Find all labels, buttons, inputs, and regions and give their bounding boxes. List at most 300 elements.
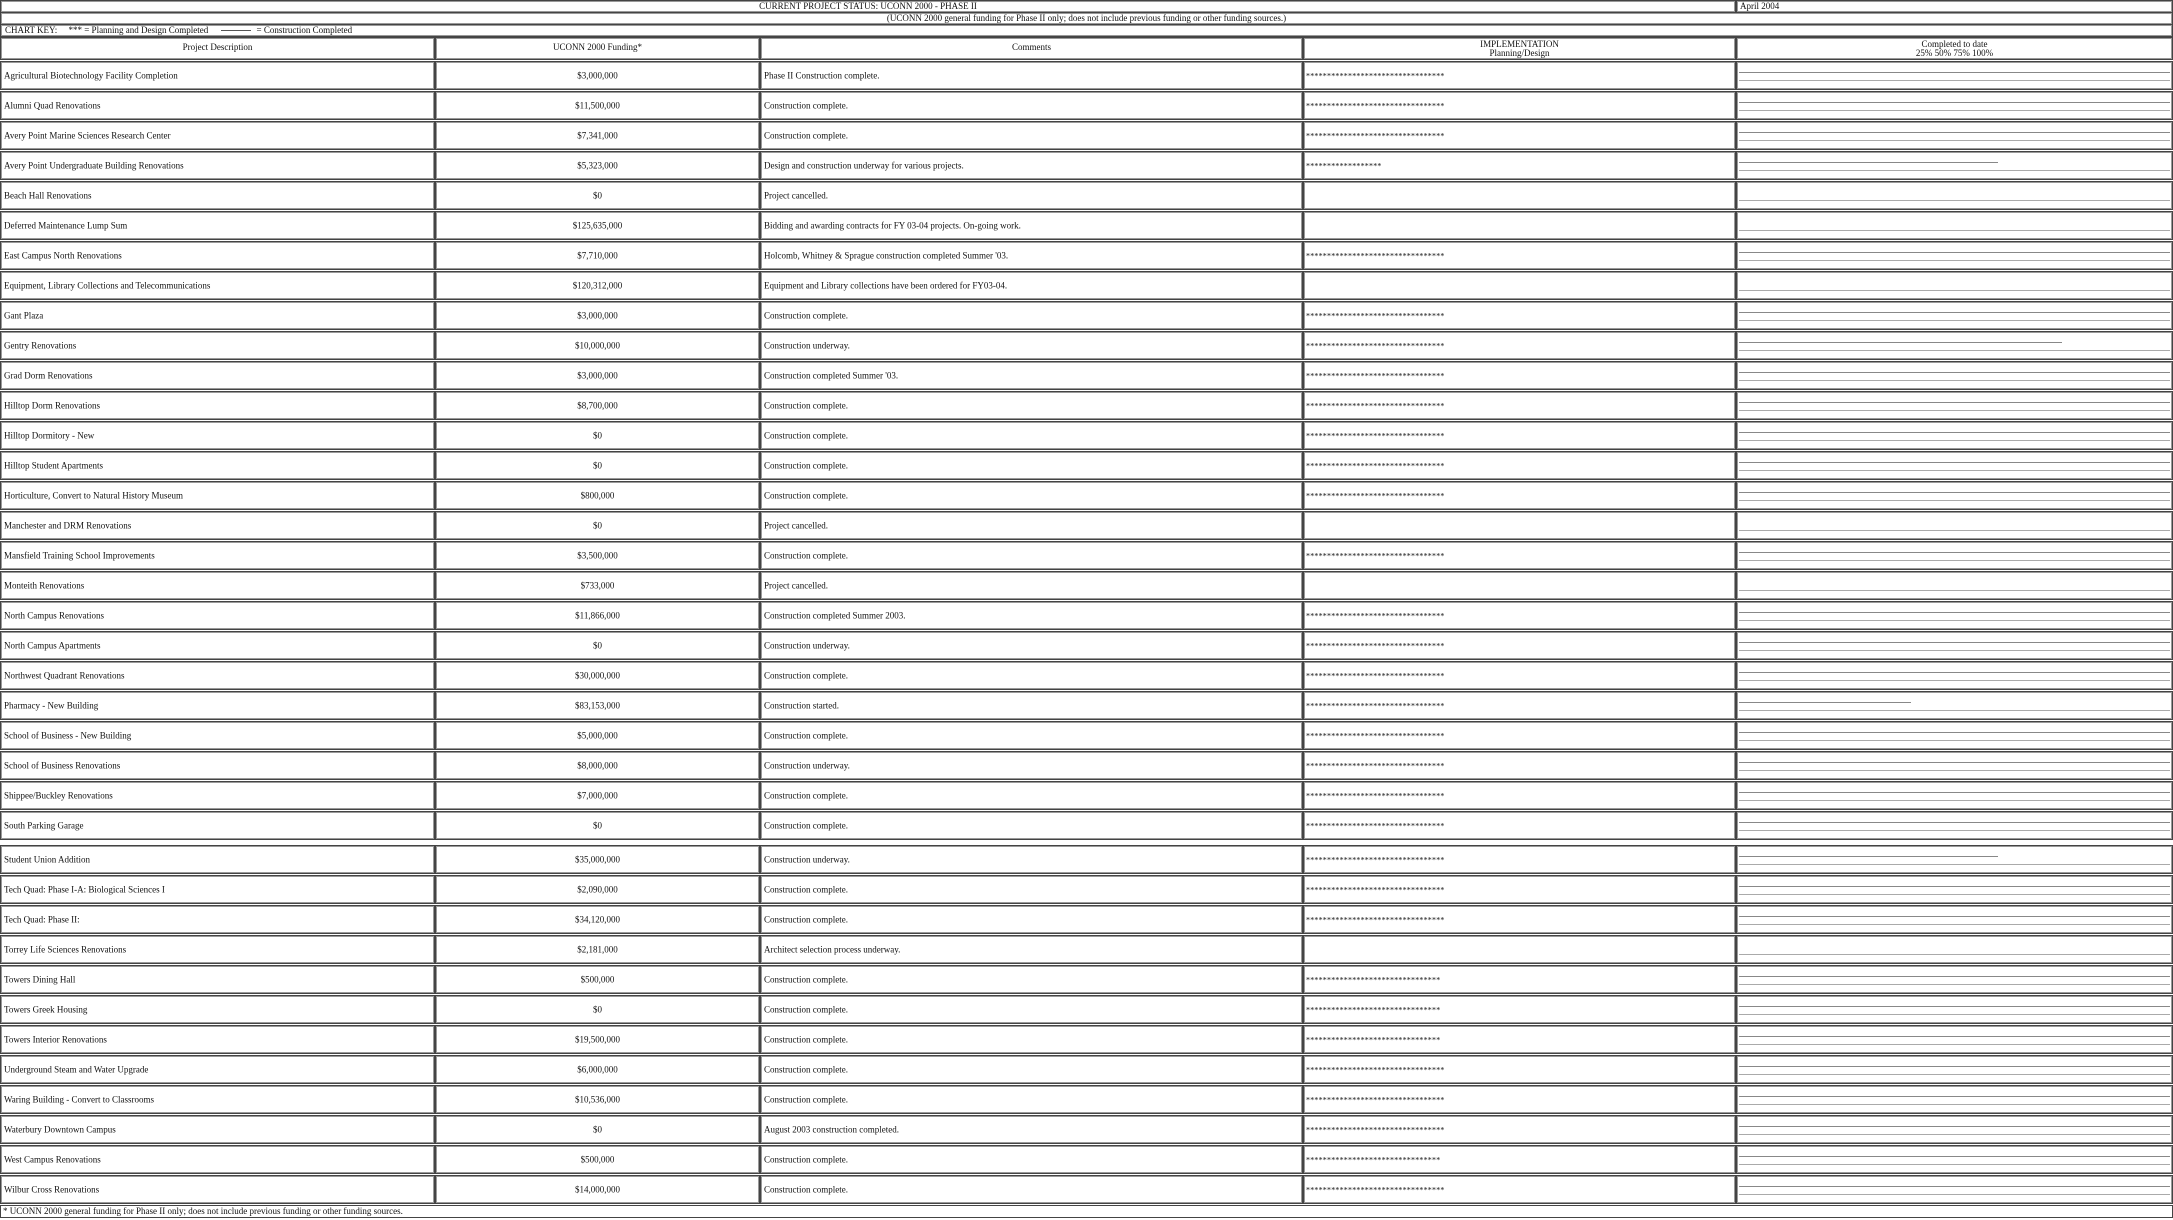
construction-guide-line bbox=[1739, 924, 2170, 925]
project-comment: Construction complete. bbox=[764, 400, 848, 410]
project-description: Deferred Maintenance Lump Sum bbox=[4, 220, 128, 230]
construction-guide-line bbox=[1739, 80, 2170, 81]
project-planning-cell bbox=[1303, 811, 1736, 840]
project-description-cell bbox=[0, 181, 435, 210]
project-comment: Project cancelled. bbox=[764, 580, 828, 590]
project-construction-cell bbox=[1736, 875, 2173, 904]
construction-guide-line bbox=[1739, 380, 2170, 381]
construction-guide-line bbox=[1739, 500, 2170, 501]
project-comment-cell bbox=[760, 1145, 1303, 1174]
project-description-cell bbox=[0, 965, 435, 994]
project-planning-cell bbox=[1303, 905, 1736, 934]
project-comment: August 2003 construction completed. bbox=[764, 1124, 899, 1134]
project-planning-cell bbox=[1303, 1145, 1736, 1174]
project-planning-cell bbox=[1303, 451, 1736, 480]
project-construction-cell bbox=[1736, 61, 2173, 90]
construction-guide-line bbox=[1739, 1164, 2170, 1165]
project-comment: Construction underway. bbox=[764, 760, 850, 770]
project-planning-cell bbox=[1303, 361, 1736, 390]
col-header-funding-text: UCONN 2000 Funding* bbox=[552, 42, 642, 52]
project-comment: Construction complete. bbox=[764, 310, 848, 320]
project-description: School of Business - New Building bbox=[4, 730, 132, 740]
project-description: Waring Building - Convert to Classrooms bbox=[4, 1094, 155, 1104]
project-comment: Construction complete. bbox=[764, 1064, 848, 1074]
project-construction-cell bbox=[1736, 271, 2173, 300]
project-description: Hilltop Dormitory - New bbox=[4, 430, 95, 440]
construction-progress-line bbox=[1739, 732, 2170, 733]
construction-guide-line bbox=[1739, 530, 2170, 531]
project-funding: $7,341,000 bbox=[577, 130, 618, 140]
construction-progress-line bbox=[1739, 132, 2170, 133]
project-description-cell bbox=[0, 331, 435, 360]
project-description: Underground Steam and Water Upgrade bbox=[4, 1064, 149, 1074]
project-funding-cell bbox=[435, 271, 760, 300]
report-date-text: April 2004 bbox=[1740, 1, 1780, 11]
construction-guide-line bbox=[1739, 560, 2170, 561]
col-header-description-text: Project Description bbox=[182, 42, 253, 52]
project-comment-cell bbox=[760, 1175, 1303, 1204]
planning-stars: ********************************* bbox=[1306, 701, 1445, 710]
construction-progress-line bbox=[1739, 402, 2170, 403]
project-comment-cell bbox=[760, 601, 1303, 630]
project-funding: $19,500,000 bbox=[575, 1034, 620, 1044]
project-planning-cell bbox=[1303, 421, 1736, 450]
project-planning-cell bbox=[1303, 241, 1736, 270]
project-description-cell bbox=[0, 391, 435, 420]
project-construction-cell bbox=[1736, 541, 2173, 570]
planning-stars: ********************************* bbox=[1306, 131, 1445, 140]
project-planning-cell bbox=[1303, 541, 1736, 570]
chart-key-stars: *** = Planning and Design Completed bbox=[68, 25, 209, 35]
project-comment: Construction complete. bbox=[764, 790, 848, 800]
construction-guide-line bbox=[1739, 864, 2170, 865]
project-description-cell bbox=[0, 1145, 435, 1174]
project-comment-cell bbox=[760, 661, 1303, 690]
project-planning-cell bbox=[1303, 875, 1736, 904]
project-planning-cell bbox=[1303, 301, 1736, 330]
project-description: Alumni Quad Renovations bbox=[4, 100, 101, 110]
project-description: Mansfield Training School Improvements bbox=[4, 550, 155, 560]
project-description-cell bbox=[0, 421, 435, 450]
project-description-cell bbox=[0, 1085, 435, 1114]
col-header-implementation-text: Planning/Design bbox=[1489, 48, 1550, 58]
planning-stars: ********************************* bbox=[1306, 311, 1445, 320]
project-comment-cell bbox=[760, 691, 1303, 720]
col-header-implementation bbox=[1303, 37, 1736, 60]
project-construction-cell bbox=[1736, 361, 2173, 390]
project-planning-cell bbox=[1303, 1085, 1736, 1114]
chart-key-label: CHART KEY: bbox=[5, 25, 58, 35]
planning-stars: ******************************** bbox=[1306, 1005, 1441, 1014]
planning-stars: ****************** bbox=[1306, 161, 1382, 170]
planning-stars: ********************************* bbox=[1306, 461, 1445, 470]
project-planning-cell bbox=[1303, 1115, 1736, 1144]
project-construction-cell bbox=[1736, 631, 2173, 660]
project-comment: Construction underway. bbox=[764, 340, 850, 350]
project-construction-cell bbox=[1736, 421, 2173, 450]
construction-progress-line bbox=[1739, 252, 2170, 253]
planning-stars: ********************************* bbox=[1306, 611, 1445, 620]
construction-progress-line bbox=[1739, 1096, 2170, 1097]
project-funding: $3,000,000 bbox=[577, 310, 618, 320]
construction-guide-line bbox=[1739, 680, 2170, 681]
project-description: West Campus Renovations bbox=[4, 1154, 101, 1164]
construction-guide-line bbox=[1739, 894, 2170, 895]
planning-stars: ********************************* bbox=[1306, 401, 1445, 410]
planning-stars: ******************************** bbox=[1306, 975, 1441, 984]
construction-progress-line bbox=[1739, 886, 2170, 887]
project-construction-cell bbox=[1736, 1085, 2173, 1114]
project-description: Student Union Addition bbox=[4, 854, 91, 864]
project-funding-cell bbox=[435, 541, 760, 570]
project-comment: Holcomb, Whitney & Sprague construction completed Summer '03. bbox=[764, 250, 1009, 260]
project-funding: $3,000,000 bbox=[577, 370, 618, 380]
project-comment: Construction complete. bbox=[764, 1034, 848, 1044]
project-funding-cell bbox=[435, 421, 760, 450]
construction-progress-line bbox=[1739, 702, 1911, 703]
project-description: North Campus Renovations bbox=[4, 610, 104, 620]
project-description-cell bbox=[0, 935, 435, 964]
planning-stars: ********************************* bbox=[1306, 791, 1445, 800]
project-description-cell bbox=[0, 1055, 435, 1084]
project-description-cell bbox=[0, 241, 435, 270]
planning-stars: ******************************** bbox=[1306, 1035, 1441, 1044]
project-funding-cell bbox=[435, 481, 760, 510]
project-funding: $7,710,000 bbox=[577, 250, 618, 260]
project-description: East Campus North Renovations bbox=[4, 250, 122, 260]
project-comment-cell bbox=[760, 1085, 1303, 1114]
project-comment-cell bbox=[760, 541, 1303, 570]
construction-guide-line bbox=[1739, 440, 2170, 441]
project-funding-cell bbox=[435, 1145, 760, 1174]
project-funding-cell bbox=[435, 691, 760, 720]
project-description: Towers Interior Renovations bbox=[4, 1034, 107, 1044]
project-comment-cell bbox=[760, 811, 1303, 840]
project-funding: $11,866,000 bbox=[575, 610, 620, 620]
project-funding-cell bbox=[435, 845, 760, 874]
project-planning-cell bbox=[1303, 181, 1736, 210]
project-funding: $8,700,000 bbox=[577, 400, 618, 410]
project-planning-cell bbox=[1303, 91, 1736, 120]
project-planning-cell bbox=[1303, 151, 1736, 180]
construction-guide-line bbox=[1739, 830, 2170, 831]
project-comment: Construction completed Summer 2003. bbox=[764, 610, 906, 620]
project-description: Beach Hall Renovations bbox=[4, 190, 92, 200]
planning-stars: ********************************* bbox=[1306, 1125, 1445, 1134]
project-comment-cell bbox=[760, 571, 1303, 600]
project-comment: Construction complete. bbox=[764, 1154, 848, 1164]
project-funding-cell bbox=[435, 361, 760, 390]
project-comment-cell bbox=[760, 181, 1303, 210]
project-planning-cell bbox=[1303, 631, 1736, 660]
construction-guide-line bbox=[1739, 710, 2170, 711]
project-funding-cell bbox=[435, 905, 760, 934]
construction-guide-line bbox=[1739, 350, 2170, 351]
project-comment-cell bbox=[760, 61, 1303, 90]
construction-progress-line bbox=[1739, 612, 2170, 613]
planning-stars: ********************************* bbox=[1306, 431, 1445, 440]
construction-guide-line bbox=[1739, 984, 2170, 985]
project-funding-cell bbox=[435, 995, 760, 1024]
project-construction-cell bbox=[1736, 1025, 2173, 1054]
planning-stars: ********************************* bbox=[1306, 731, 1445, 740]
project-funding-cell bbox=[435, 1175, 760, 1204]
project-comment: Construction complete. bbox=[764, 730, 848, 740]
construction-guide-line bbox=[1739, 110, 2170, 111]
planning-stars: ********************************* bbox=[1306, 671, 1445, 680]
project-comment: Equipment and Library collections have been ordered for FY03-04. bbox=[764, 280, 1008, 290]
col-header-completed-text: Completed to date bbox=[1921, 39, 1988, 49]
project-comment-cell bbox=[760, 121, 1303, 150]
project-funding-cell bbox=[435, 121, 760, 150]
project-planning-cell bbox=[1303, 995, 1736, 1024]
project-comment-cell bbox=[760, 301, 1303, 330]
project-funding-cell bbox=[435, 661, 760, 690]
construction-progress-line bbox=[1739, 1156, 2170, 1157]
construction-progress-line bbox=[1739, 432, 2170, 433]
project-funding: $7,000,000 bbox=[577, 790, 618, 800]
project-comment: Construction complete. bbox=[764, 1004, 848, 1014]
project-planning-cell bbox=[1303, 511, 1736, 540]
project-description: Grad Dorm Renovations bbox=[4, 370, 93, 380]
project-comment: Construction complete. bbox=[764, 974, 848, 984]
construction-guide-line bbox=[1739, 620, 2170, 621]
project-comment: Construction complete. bbox=[764, 670, 848, 680]
project-description-cell bbox=[0, 721, 435, 750]
project-construction-cell bbox=[1736, 91, 2173, 120]
project-comment: Construction completed Summer '03. bbox=[764, 370, 899, 380]
project-funding-cell bbox=[435, 241, 760, 270]
project-construction-cell bbox=[1736, 935, 2173, 964]
project-construction-cell bbox=[1736, 781, 2173, 810]
project-funding: $10,536,000 bbox=[575, 1094, 620, 1104]
project-funding-cell bbox=[435, 1055, 760, 1084]
project-construction-cell bbox=[1736, 451, 2173, 480]
project-comment-cell bbox=[760, 721, 1303, 750]
project-funding: $8,000,000 bbox=[577, 760, 618, 770]
construction-progress-line bbox=[1739, 792, 2170, 793]
project-description-cell bbox=[0, 845, 435, 874]
construction-progress-line bbox=[1739, 822, 2170, 823]
project-comment: Construction complete. bbox=[764, 490, 848, 500]
construction-progress-line bbox=[1739, 162, 1998, 163]
project-comment: Construction complete. bbox=[764, 820, 848, 830]
col-header-implementation-text: IMPLEMENTATION bbox=[1480, 39, 1559, 49]
project-comment: Construction complete. bbox=[764, 914, 848, 924]
project-comment: Design and construction underway for various projects. bbox=[764, 160, 964, 170]
project-description-cell bbox=[0, 91, 435, 120]
construction-progress-line bbox=[1739, 1006, 2170, 1007]
project-funding: $5,323,000 bbox=[577, 160, 618, 170]
project-description-cell bbox=[0, 661, 435, 690]
col-header-completed bbox=[1736, 37, 2173, 60]
construction-guide-line bbox=[1739, 320, 2170, 321]
construction-progress-line bbox=[1739, 1126, 2170, 1127]
project-construction-cell bbox=[1736, 995, 2173, 1024]
project-comment: Construction complete. bbox=[764, 884, 848, 894]
project-funding: $0 bbox=[593, 640, 602, 650]
project-funding-cell bbox=[435, 601, 760, 630]
project-planning-cell bbox=[1303, 61, 1736, 90]
planning-stars: ********************************* bbox=[1306, 251, 1445, 260]
construction-progress-line bbox=[1739, 916, 2170, 917]
project-funding: $11,500,000 bbox=[575, 100, 620, 110]
project-comment-cell bbox=[760, 1115, 1303, 1144]
project-description-cell bbox=[0, 1115, 435, 1144]
construction-guide-line bbox=[1739, 1014, 2170, 1015]
construction-guide-line bbox=[1739, 140, 2170, 141]
project-comment-cell bbox=[760, 1025, 1303, 1054]
chart-key-line-text: = Construction Completed bbox=[256, 25, 353, 35]
project-funding-cell bbox=[435, 571, 760, 600]
construction-guide-line bbox=[1739, 1104, 2170, 1105]
project-comment-cell bbox=[760, 271, 1303, 300]
planning-stars: ********************************* bbox=[1306, 1185, 1445, 1194]
project-comment-cell bbox=[760, 995, 1303, 1024]
project-funding: $2,181,000 bbox=[577, 944, 618, 954]
project-description-cell bbox=[0, 571, 435, 600]
project-description-cell bbox=[0, 875, 435, 904]
project-funding: $0 bbox=[593, 190, 602, 200]
project-funding-cell bbox=[435, 451, 760, 480]
project-funding: $0 bbox=[593, 1124, 602, 1134]
project-comment-cell bbox=[760, 845, 1303, 874]
project-description: Towers Dining Hall bbox=[4, 974, 76, 984]
construction-guide-line bbox=[1739, 470, 2170, 471]
construction-guide-line bbox=[1739, 230, 2170, 231]
project-construction-cell bbox=[1736, 1145, 2173, 1174]
project-construction-cell bbox=[1736, 211, 2173, 240]
project-comment: Project cancelled. bbox=[764, 190, 828, 200]
planning-stars: ********************************* bbox=[1306, 101, 1445, 110]
project-comment-cell bbox=[760, 935, 1303, 964]
project-funding: $5,000,000 bbox=[577, 730, 618, 740]
project-funding: $800,000 bbox=[580, 490, 615, 500]
construction-progress-line bbox=[1739, 642, 2170, 643]
project-description: Tech Quad: Phase I-A: Biological Sciences I bbox=[4, 884, 165, 894]
project-comment-cell bbox=[760, 751, 1303, 780]
project-funding-cell bbox=[435, 965, 760, 994]
project-planning-cell bbox=[1303, 935, 1736, 964]
project-comment: Construction complete. bbox=[764, 430, 848, 440]
project-comment: Construction complete. bbox=[764, 1184, 848, 1194]
project-planning-cell bbox=[1303, 1055, 1736, 1084]
project-description: Pharmacy - New Building bbox=[4, 700, 99, 710]
project-planning-cell bbox=[1303, 1175, 1736, 1204]
project-description-cell bbox=[0, 451, 435, 480]
project-description: Towers Greek Housing bbox=[4, 1004, 88, 1014]
construction-progress-line bbox=[1739, 672, 2170, 673]
project-description-cell bbox=[0, 751, 435, 780]
project-description-cell bbox=[0, 121, 435, 150]
project-funding: $125,635,000 bbox=[572, 220, 623, 230]
project-comment-cell bbox=[760, 1055, 1303, 1084]
project-comment-cell bbox=[760, 965, 1303, 994]
planning-stars: ********************************* bbox=[1306, 551, 1445, 560]
project-description-cell bbox=[0, 601, 435, 630]
project-funding-cell bbox=[435, 811, 760, 840]
construction-progress-line bbox=[1739, 1036, 2170, 1037]
project-description: Wilbur Cross Renovations bbox=[4, 1184, 100, 1194]
construction-progress-line bbox=[1739, 552, 2170, 553]
project-description: Horticulture, Convert to Natural History Museum bbox=[4, 490, 183, 500]
project-comment-cell bbox=[760, 151, 1303, 180]
project-planning-cell bbox=[1303, 571, 1736, 600]
project-comment-cell bbox=[760, 451, 1303, 480]
project-comment: Construction complete. bbox=[764, 1094, 848, 1104]
construction-guide-line bbox=[1739, 1074, 2170, 1075]
project-comment-cell bbox=[760, 875, 1303, 904]
project-construction-cell bbox=[1736, 601, 2173, 630]
construction-guide-line bbox=[1739, 1194, 2170, 1195]
project-description-cell bbox=[0, 211, 435, 240]
project-funding-cell bbox=[435, 91, 760, 120]
construction-progress-line bbox=[1739, 372, 2170, 373]
project-comment-cell bbox=[760, 511, 1303, 540]
project-description: Gentry Renovations bbox=[4, 340, 77, 350]
project-description-cell bbox=[0, 905, 435, 934]
project-planning-cell bbox=[1303, 601, 1736, 630]
project-funding: $733,000 bbox=[580, 580, 615, 590]
project-description: Tech Quad: Phase II: bbox=[4, 914, 80, 924]
project-funding-cell bbox=[435, 1025, 760, 1054]
project-description-cell bbox=[0, 1175, 435, 1204]
project-construction-cell bbox=[1736, 1175, 2173, 1204]
project-construction-cell bbox=[1736, 151, 2173, 180]
project-description: School of Business Renovations bbox=[4, 760, 121, 770]
project-funding: $83,153,000 bbox=[575, 700, 620, 710]
project-funding-cell bbox=[435, 301, 760, 330]
project-funding: $10,000,000 bbox=[575, 340, 620, 350]
project-construction-cell bbox=[1736, 691, 2173, 720]
project-description: North Campus Apartments bbox=[4, 640, 101, 650]
construction-progress-line bbox=[1739, 492, 2170, 493]
project-description: Hilltop Dorm Renovations bbox=[4, 400, 100, 410]
project-planning-cell bbox=[1303, 661, 1736, 690]
project-comment-cell bbox=[760, 91, 1303, 120]
project-construction-cell bbox=[1736, 301, 2173, 330]
project-description-cell bbox=[0, 541, 435, 570]
construction-guide-line bbox=[1739, 650, 2170, 651]
project-description-cell bbox=[0, 995, 435, 1024]
planning-stars: ********************************* bbox=[1306, 1065, 1445, 1074]
project-funding-cell bbox=[435, 151, 760, 180]
project-description-cell bbox=[0, 61, 435, 90]
project-funding: $0 bbox=[593, 460, 602, 470]
project-planning-cell bbox=[1303, 691, 1736, 720]
project-description-cell bbox=[0, 781, 435, 810]
project-construction-cell bbox=[1736, 571, 2173, 600]
project-comment: Phase II Construction complete. bbox=[764, 70, 880, 80]
construction-guide-line bbox=[1739, 800, 2170, 801]
construction-guide-line bbox=[1739, 740, 2170, 741]
project-comment: Bidding and awarding contracts for FY 03-04 projects. On-going work. bbox=[764, 220, 1021, 230]
project-comment: Construction complete. bbox=[764, 130, 848, 140]
project-planning-cell bbox=[1303, 211, 1736, 240]
project-description-cell bbox=[0, 361, 435, 390]
project-planning-cell bbox=[1303, 751, 1736, 780]
planning-stars: ******************************** bbox=[1306, 1155, 1441, 1164]
col-header-completed-text: 25% 50% 75% 100% bbox=[1915, 48, 1994, 58]
construction-progress-line bbox=[1739, 312, 2170, 313]
construction-guide-line bbox=[1739, 410, 2170, 411]
project-construction-cell bbox=[1736, 1055, 2173, 1084]
project-comment: Construction complete. bbox=[764, 100, 848, 110]
project-planning-cell bbox=[1303, 121, 1736, 150]
planning-stars: ********************************* bbox=[1306, 761, 1445, 770]
project-funding: $500,000 bbox=[580, 1154, 615, 1164]
project-description-cell bbox=[0, 301, 435, 330]
